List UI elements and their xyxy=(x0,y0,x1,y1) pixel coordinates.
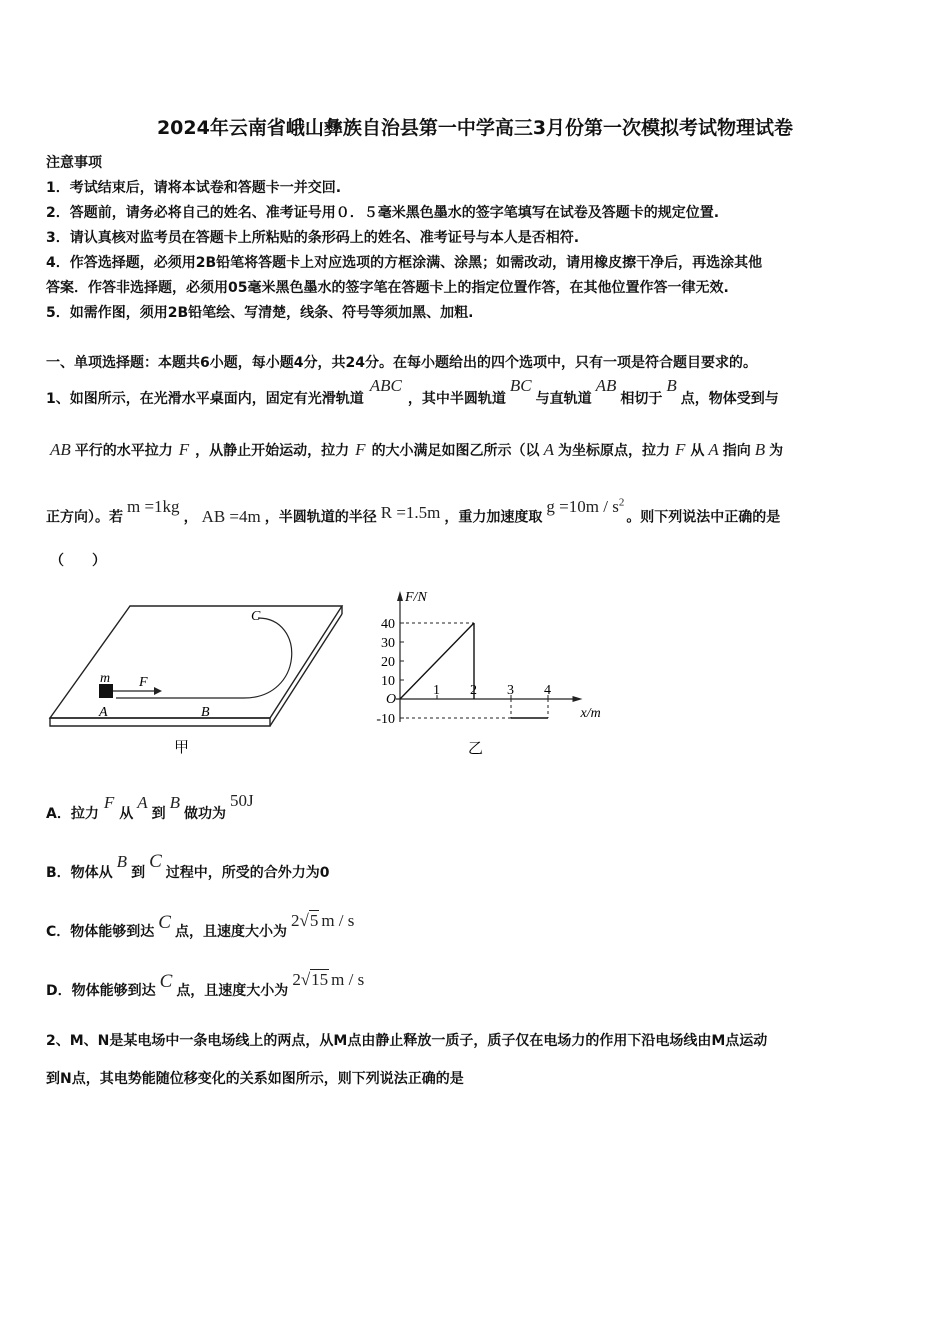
label-m: m xyxy=(100,671,111,686)
origin-label: O xyxy=(386,692,397,707)
notice-item: 3．请认真核对监考员在答题卡上所粘贴的条形码上的姓名、准考证号与本人是否相符. xyxy=(46,230,580,246)
x-axis-label: x/m xyxy=(580,706,601,721)
math-a: A xyxy=(543,440,554,459)
q1-text: 与直轨道 xyxy=(535,391,592,407)
x-axis-arrow-icon xyxy=(573,696,583,702)
math-b: B xyxy=(666,376,677,395)
q1-line1 xyxy=(46,376,779,414)
math-abc: ABC xyxy=(369,376,402,395)
page-title: 2024年云南省峨山彝族自治县第一中学高三3月份第一次模拟考试物理试卷 xyxy=(156,117,794,139)
q1-text: 1、如图所示，在光滑水平桌面内，固定有光滑轨道 xyxy=(46,391,364,407)
q1-text: ，半圆轨道的半径 xyxy=(264,509,377,526)
math-f: F xyxy=(674,440,686,459)
math-speed: 2√15 m / s xyxy=(292,970,365,989)
math-a: A xyxy=(708,440,719,459)
q2-line1: 2、M、N是某电场中一条电场线上的两点，从M点由静止释放一质子，质子仅在电场力的作用下沿电场线由M点运动 xyxy=(46,1033,768,1049)
notice-item: 答案．作答非选择题，必须用05毫米黑色墨水的签字笔在答题卡上的指定位置作答，在其他位置作答一律无效. xyxy=(46,280,729,296)
q1-text: ，其中半圆轨道 xyxy=(407,391,506,407)
option-c[interactable] xyxy=(46,911,355,947)
block-icon xyxy=(99,684,113,698)
option-text: C．物体能够到达 xyxy=(46,924,155,940)
notice-item: 4．作答选择题，必须用2B铅笔将答题卡上对应选项的方框涂满、涂黑；如需改动，请用橡皮擦干净后，再选涂其他 xyxy=(46,255,763,271)
math-b: B xyxy=(754,440,766,459)
math-c: C xyxy=(159,971,173,992)
y-axis-arrow-icon xyxy=(397,591,403,601)
q1-text: 指向 xyxy=(722,443,751,459)
section-heading: 一、单项选择题：本题共6小题，每小题4分，共24分。在每小题给出的四个选项中，只有一项是符合题目要求的。 xyxy=(46,355,757,371)
q1-text: 相切于 xyxy=(620,391,663,407)
math-radius: R =1.5m xyxy=(380,502,441,522)
notice-item: 1．考试结束后，请将本试卷和答题卡一并交回. xyxy=(46,180,342,196)
math-work: 50J xyxy=(230,791,254,810)
y-tick-label: 40 xyxy=(381,617,395,632)
y-axis-label: F/N xyxy=(405,590,427,605)
option-d[interactable] xyxy=(46,970,365,1006)
caption-right: 乙 xyxy=(468,741,484,757)
table-side xyxy=(270,614,342,726)
table-edge xyxy=(50,718,270,726)
figure-force-graph xyxy=(358,583,601,768)
math-ab: AB xyxy=(50,440,71,459)
math-b: B xyxy=(116,852,128,871)
option-text: A．拉力 xyxy=(46,806,99,822)
math-ab: AB xyxy=(595,376,617,395)
figure-track xyxy=(44,598,354,768)
math-f: F xyxy=(103,793,115,812)
q1-text: 正方向）。若 xyxy=(46,509,123,526)
option-a[interactable] xyxy=(46,791,254,829)
answer-parentheses: （ ） xyxy=(50,553,106,569)
option-text: 从 xyxy=(119,806,134,822)
option-text: 点，且速度大小为 xyxy=(176,983,289,999)
math-mass: m =1kg xyxy=(127,496,180,516)
label-c: C xyxy=(251,609,261,624)
y-tick-label: 20 xyxy=(381,655,395,670)
math-a: A xyxy=(137,793,148,812)
q1-text: 点，物体受到与 xyxy=(680,391,779,407)
option-text: 过程中，所受的合外力为0 xyxy=(165,865,330,881)
sqrt-icon: √ xyxy=(300,970,311,989)
q1-text: 。则下列说法中正确的是 xyxy=(626,509,781,526)
y-tick-label: 30 xyxy=(381,636,395,651)
q1-line3 xyxy=(46,497,780,533)
y-tick-label: 10 xyxy=(381,674,395,689)
math-gravity: $g =10m / s^2$ xyxy=(546,496,625,516)
x-tick-label: 4 xyxy=(544,683,551,698)
option-text: 到 xyxy=(131,865,146,881)
label-a: A xyxy=(99,705,108,720)
sqrt-icon: √ xyxy=(299,911,309,930)
q1-text: 为坐标原点，拉力 xyxy=(557,443,670,459)
q1-text: 的大小满足如图乙所示（以 xyxy=(371,443,540,459)
notice-item: 2．答题前，请务必将自己的姓名、准考证号用０．５毫米黑色墨水的签字笔填写在试卷及答题卡的规定位置. xyxy=(46,205,720,221)
x-tick-label: 1 xyxy=(433,683,440,698)
notice-item: 5．如需作图，须用2B铅笔绘、写清楚，线条、符号等须加黑、加粗. xyxy=(46,305,474,321)
q1-text: 从 xyxy=(690,443,705,459)
q2-line2: 到N点，其电势能随位移变化的关系如图所示，则下列说法正确的是 xyxy=(46,1071,464,1087)
notice-heading: 注意事项 xyxy=(46,155,102,171)
q1-text: ，从静止开始运动，拉力 xyxy=(195,443,350,459)
option-text: 点，且速度大小为 xyxy=(174,924,287,940)
math-f: F xyxy=(355,440,366,459)
option-text: 做功为 xyxy=(184,806,227,822)
option-text: D．物体能够到达 xyxy=(46,983,156,999)
math-length: AB =4m xyxy=(201,506,261,526)
q1-text: ，重力加速度取 xyxy=(444,509,543,526)
q1-text: 为 xyxy=(769,443,784,459)
label-b: B xyxy=(201,705,210,720)
x-tick-label: 2 xyxy=(470,683,477,698)
math-c: C xyxy=(158,912,171,933)
math-speed: 2√5 m / s xyxy=(290,911,355,930)
option-text: 到 xyxy=(151,806,166,822)
math-bc: BC xyxy=(509,376,532,395)
option-text: B．物体从 xyxy=(46,865,113,881)
label-f: F xyxy=(139,675,148,690)
caption-left: 甲 xyxy=(174,740,190,756)
table-top xyxy=(50,606,342,718)
y-tick-label: -10 xyxy=(376,712,395,727)
x-tick-label: 3 xyxy=(507,683,514,698)
math-f: F xyxy=(178,440,190,459)
q1-line2 xyxy=(46,435,783,466)
math-c: C xyxy=(149,851,162,872)
q1-text: ， xyxy=(183,509,198,526)
arrow-head-icon xyxy=(154,687,162,695)
q1-text: 平行的水平拉力 xyxy=(74,443,173,459)
math-b: B xyxy=(169,793,181,812)
option-b[interactable] xyxy=(46,851,330,888)
